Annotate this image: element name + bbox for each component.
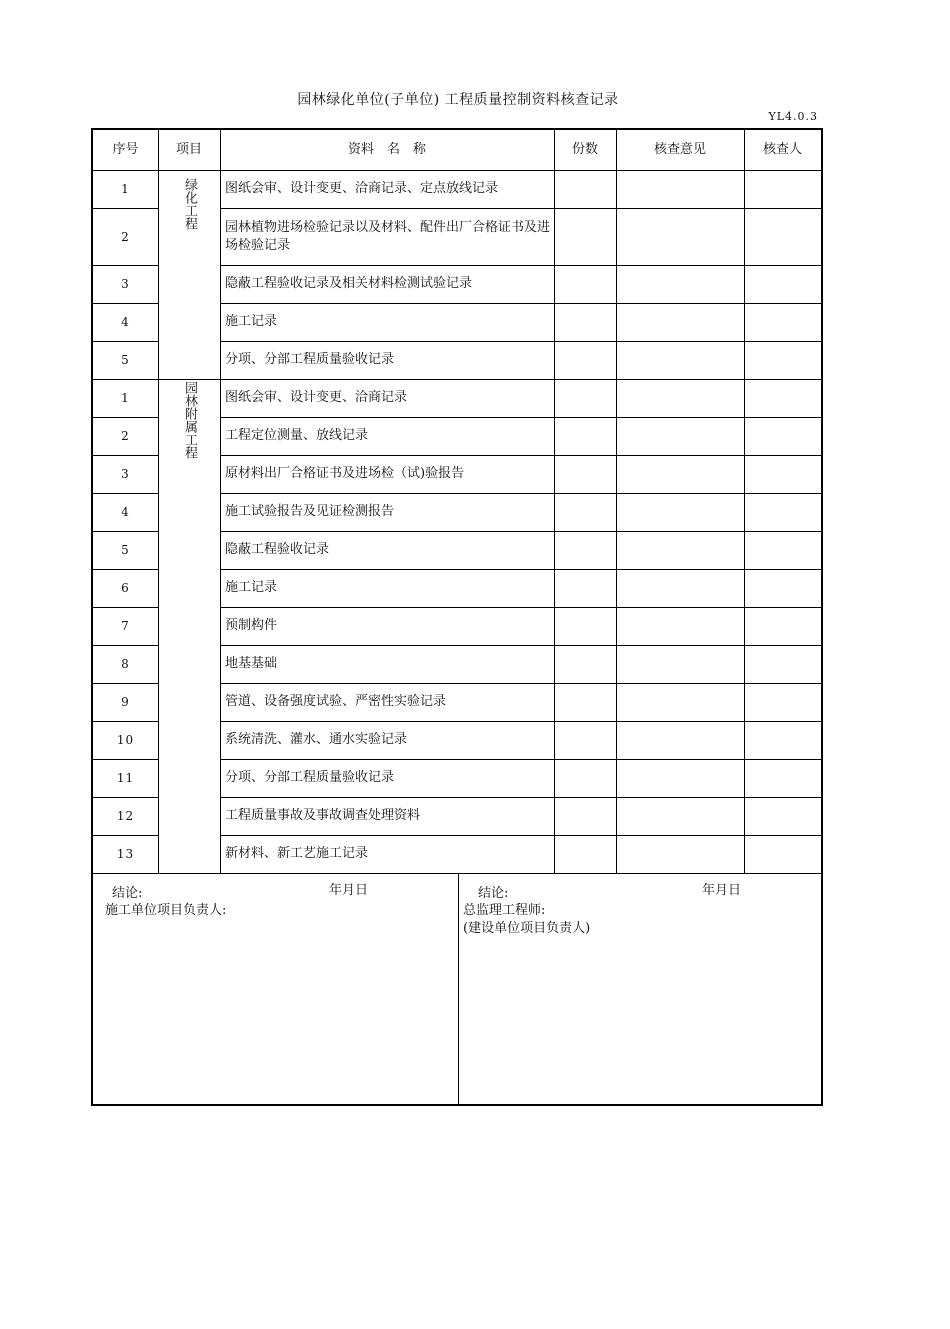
row-number: 5	[121, 353, 130, 367]
row-number: 6	[121, 581, 130, 595]
page-title: 园林绿化单位(子单位) 工程质量控制资料核查记录	[297, 92, 619, 108]
document-name: 地基基础	[225, 656, 278, 671]
checker-cell[interactable]	[744, 417, 821, 455]
count-cell[interactable]	[554, 493, 616, 531]
checker-cell[interactable]	[744, 208, 821, 265]
document-name: 施工记录	[225, 580, 278, 595]
opinion-cell[interactable]	[616, 265, 744, 303]
document-name: 分项、分部工程质量验收记录	[225, 770, 395, 785]
count-cell[interactable]	[554, 341, 616, 379]
document-name: 管道、设备强度试验、严密性实验记录	[225, 694, 447, 709]
count-cell[interactable]	[554, 645, 616, 683]
document-name: 隐蔽工程验收记录	[225, 542, 330, 557]
document-name: 园林植物进场检验记录以及材料、配件出厂合格证书及进场检验记录	[225, 219, 551, 253]
opinion-cell[interactable]	[616, 607, 744, 645]
checker-cell[interactable]	[744, 531, 821, 569]
checker-cell[interactable]	[744, 170, 821, 208]
header-count: 份数	[571, 142, 598, 157]
opinion-cell[interactable]	[616, 341, 744, 379]
document-name: 预制构件	[225, 618, 278, 633]
opinion-cell[interactable]	[616, 683, 744, 721]
checker-cell[interactable]	[744, 455, 821, 493]
row-number: 1	[121, 391, 130, 405]
opinion-cell[interactable]	[616, 379, 744, 417]
row-number: 11	[116, 771, 135, 785]
checker-cell[interactable]	[744, 759, 821, 797]
count-cell[interactable]	[554, 265, 616, 303]
opinion-cell[interactable]	[616, 417, 744, 455]
count-cell[interactable]	[554, 170, 616, 208]
row-number: 4	[121, 315, 130, 329]
count-cell[interactable]	[554, 759, 616, 797]
checker-cell[interactable]	[744, 645, 821, 683]
checker-cell[interactable]	[744, 341, 821, 379]
count-cell[interactable]	[554, 721, 616, 759]
document-name: 分项、分部工程质量验收记录	[225, 352, 395, 367]
checker-cell[interactable]	[744, 379, 821, 417]
row-divider	[93, 873, 821, 874]
row-number: 12	[116, 809, 135, 823]
document-name: 图纸会审、设计变更、洽商记录、定点放线记录	[225, 181, 499, 196]
row-number: 3	[121, 467, 130, 481]
count-cell[interactable]	[554, 607, 616, 645]
document-name: 工程质量事故及事故调查处理资料	[225, 808, 421, 823]
row-number: 2	[121, 229, 130, 244]
document-name: 原材料出厂合格证书及进场检（试)验报告	[225, 466, 465, 481]
document-name: 工程定位测量、放线记录	[225, 428, 369, 443]
left-signer: 施工单位项目负责人:	[105, 903, 227, 918]
count-cell[interactable]	[554, 797, 616, 835]
document-name: 隐蔽工程验收记录及相关材料检测试验记录	[225, 276, 473, 291]
checker-cell[interactable]	[744, 835, 821, 873]
header-opinion: 核查意见	[653, 142, 706, 157]
row-number: 8	[121, 657, 130, 671]
section-label: 绿化工程	[182, 178, 197, 230]
count-cell[interactable]	[554, 379, 616, 417]
inspection-table	[91, 128, 823, 1106]
document-name: 施工记录	[225, 314, 278, 329]
opinion-cell[interactable]	[616, 303, 744, 341]
column-divider	[158, 130, 159, 873]
right-signer: 总监理工程师:	[463, 903, 546, 918]
form-code: YL4.0.3	[768, 110, 818, 123]
right-date: 年月日	[702, 883, 742, 898]
document-name: 系统清洗、灌水、通水实验记录	[225, 732, 408, 747]
opinion-cell[interactable]	[616, 170, 744, 208]
opinion-cell[interactable]	[616, 797, 744, 835]
right-conclusion: 结论:	[478, 886, 509, 901]
checker-cell[interactable]	[744, 569, 821, 607]
opinion-cell[interactable]	[616, 721, 744, 759]
header-item: 项目	[175, 142, 202, 157]
document-name: 新材料、新工艺施工记录	[225, 846, 369, 861]
section-label: 园林附属工程	[182, 381, 197, 459]
count-cell[interactable]	[554, 835, 616, 873]
header-name: 资料 名 称	[347, 142, 426, 157]
count-cell[interactable]	[554, 303, 616, 341]
count-cell[interactable]	[554, 531, 616, 569]
row-number: 2	[121, 429, 130, 443]
row-number: 9	[121, 695, 130, 709]
row-number: 3	[121, 277, 130, 291]
count-cell[interactable]	[554, 208, 616, 265]
opinion-cell[interactable]	[616, 208, 744, 265]
checker-cell[interactable]	[744, 493, 821, 531]
header-seq: 序号	[112, 142, 139, 157]
checker-cell[interactable]	[744, 683, 821, 721]
row-number: 4	[121, 505, 130, 519]
count-cell[interactable]	[554, 455, 616, 493]
count-cell[interactable]	[554, 569, 616, 607]
header-checker: 核查人	[762, 142, 802, 157]
checker-cell[interactable]	[744, 265, 821, 303]
count-cell[interactable]	[554, 683, 616, 721]
opinion-cell[interactable]	[616, 493, 744, 531]
document-name: 图纸会审、设计变更、洽商记录	[225, 390, 408, 405]
opinion-cell[interactable]	[616, 645, 744, 683]
row-number: 10	[116, 733, 135, 747]
checker-cell[interactable]	[744, 797, 821, 835]
signature-divider	[458, 873, 459, 1104]
count-cell[interactable]	[554, 417, 616, 455]
opinion-cell[interactable]	[616, 835, 744, 873]
opinion-cell[interactable]	[616, 759, 744, 797]
document-name: 施工试验报告及见证检测报告	[225, 504, 395, 519]
checker-cell[interactable]	[744, 607, 821, 645]
opinion-cell[interactable]	[616, 531, 744, 569]
left-conclusion: 结论:	[112, 886, 143, 901]
left-date: 年月日	[329, 883, 369, 898]
row-number: 1	[121, 182, 130, 196]
checker-cell[interactable]	[744, 303, 821, 341]
opinion-cell[interactable]	[616, 569, 744, 607]
right-signer-note: (建设单位项目负责人)	[463, 921, 591, 936]
row-number: 7	[121, 619, 130, 633]
checker-cell[interactable]	[744, 721, 821, 759]
row-number: 13	[116, 847, 135, 861]
row-number: 5	[121, 543, 130, 557]
opinion-cell[interactable]	[616, 455, 744, 493]
